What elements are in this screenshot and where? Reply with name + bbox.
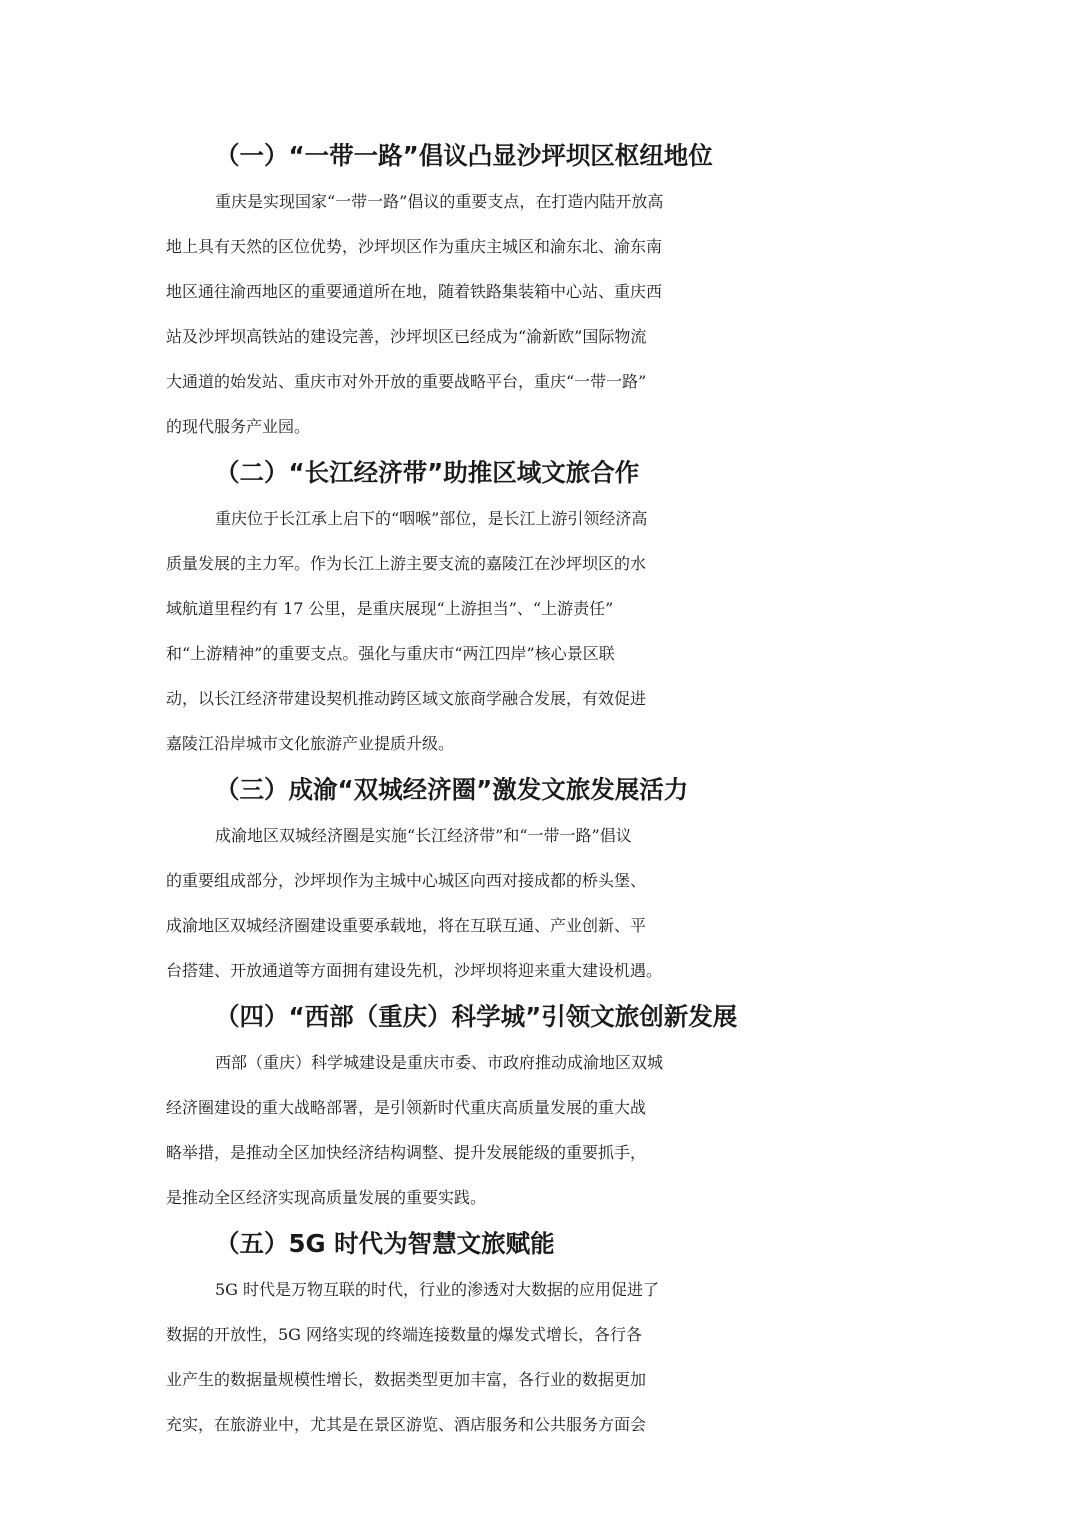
paragraph-line: 是推动全区经济实现高质量发展的重要实践。 <box>166 1188 487 1207</box>
paragraph-line: 嘉陵江沿岸城市文化旅游产业提质升级。 <box>166 734 455 753</box>
paragraph-line: 地上具有天然的区位优势，沙坪坝区作为重庆主城区和渝东北、渝东南 <box>166 237 663 256</box>
paragraph-line: 的现代服务产业园。 <box>166 417 311 436</box>
paragraph-line: 成渝地区双城经济圈是实施“长江经济带”和“一带一路”倡议 <box>215 826 632 845</box>
section-body <box>166 1040 914 1220</box>
paragraph-line: 经济圈建设的重大战略部署，是引领新时代重庆高质量发展的重大战 <box>166 1098 647 1117</box>
section-body <box>166 496 914 766</box>
section-heading: （一）“一带一路”倡议凸显沙坪坝区枢纽地位 <box>215 141 713 170</box>
paragraph-line: 质量发展的主力军。作为长江上游主要支流的嘉陵江在沙坪坝区的水 <box>166 554 647 573</box>
paragraph-line: 的重要组成部分，沙坪坝作为主城中心城区向西对接成都的桥头堡、 <box>166 871 647 890</box>
paragraph-line: 大通道的始发站、重庆市对外开放的重要战略平台，重庆“一带一路” <box>166 372 647 391</box>
section-body <box>166 1267 914 1447</box>
paragraph-line: 地区通往渝西地区的重要通道所在地，随着铁路集装箱中心站、重庆西 <box>166 282 663 301</box>
paragraph-line: 重庆位于长江承上启下的“咽喉”部位，是长江上游引领经济高 <box>215 509 648 528</box>
paragraph-line: 业产生的数据量规模性增长，数据类型更加丰富，各行业的数据更加 <box>166 1370 647 1389</box>
section-heading: （二）“长江经济带”助推区域文旅合作 <box>215 458 640 487</box>
paragraph-line: 西部（重庆）科学城建设是重庆市委、市政府推动成渝地区双城 <box>215 1053 664 1072</box>
paragraph-line: 重庆是实现国家“一带一路”倡议的重要支点，在打造内陆开放高 <box>215 192 664 211</box>
paragraph-line: 站及沙坪坝高铁站的建设完善，沙坪坝区已经成为“渝新欧”国际物流 <box>166 327 647 346</box>
paragraph-line: 数据的开放性，5G 网络实现的终端连接数量的爆发式增长，各行各 <box>166 1325 643 1344</box>
paragraph-line: 动，以长江经济带建设契机推动跨区域文旅商学融合发展，有效促进 <box>166 689 647 708</box>
document-page <box>166 132 914 1447</box>
paragraph-line: 充实，在旅游业中，尤其是在景区游览、酒店服务和公共服务方面会 <box>166 1415 647 1434</box>
paragraph-line: 和“上游精神”的重要支点。强化与重庆市“两江四岸”核心景区联 <box>166 644 615 663</box>
section-heading: （四）“西部（重庆）科学城”引领文旅创新发展 <box>215 1002 738 1031</box>
section-body <box>166 179 914 449</box>
paragraph-line: 成渝地区双城经济圈建设重要承载地，将在互联互通、产业创新、平 <box>166 916 647 935</box>
paragraph-line: 台搭建、开放通道等方面拥有建设先机，沙坪坝将迎来重大建设机遇。 <box>166 961 663 980</box>
section-heading: （五）5G 时代为智慧文旅赋能 <box>215 1229 555 1258</box>
paragraph-line: 5G 时代是万物互联的时代，行业的渗透对大数据的应用促进了 <box>215 1280 660 1299</box>
paragraph-line: 域航道里程约有 17 公里，是重庆展现“上游担当”、“上游责任” <box>166 599 614 618</box>
paragraph-line: 略举措，是推动全区加快经济结构调整、提升发展能级的重要抓手， <box>166 1143 647 1162</box>
section-body <box>166 813 914 993</box>
section-heading: （三）成渝“双城经济圈”激发文旅发展活力 <box>215 775 689 804</box>
